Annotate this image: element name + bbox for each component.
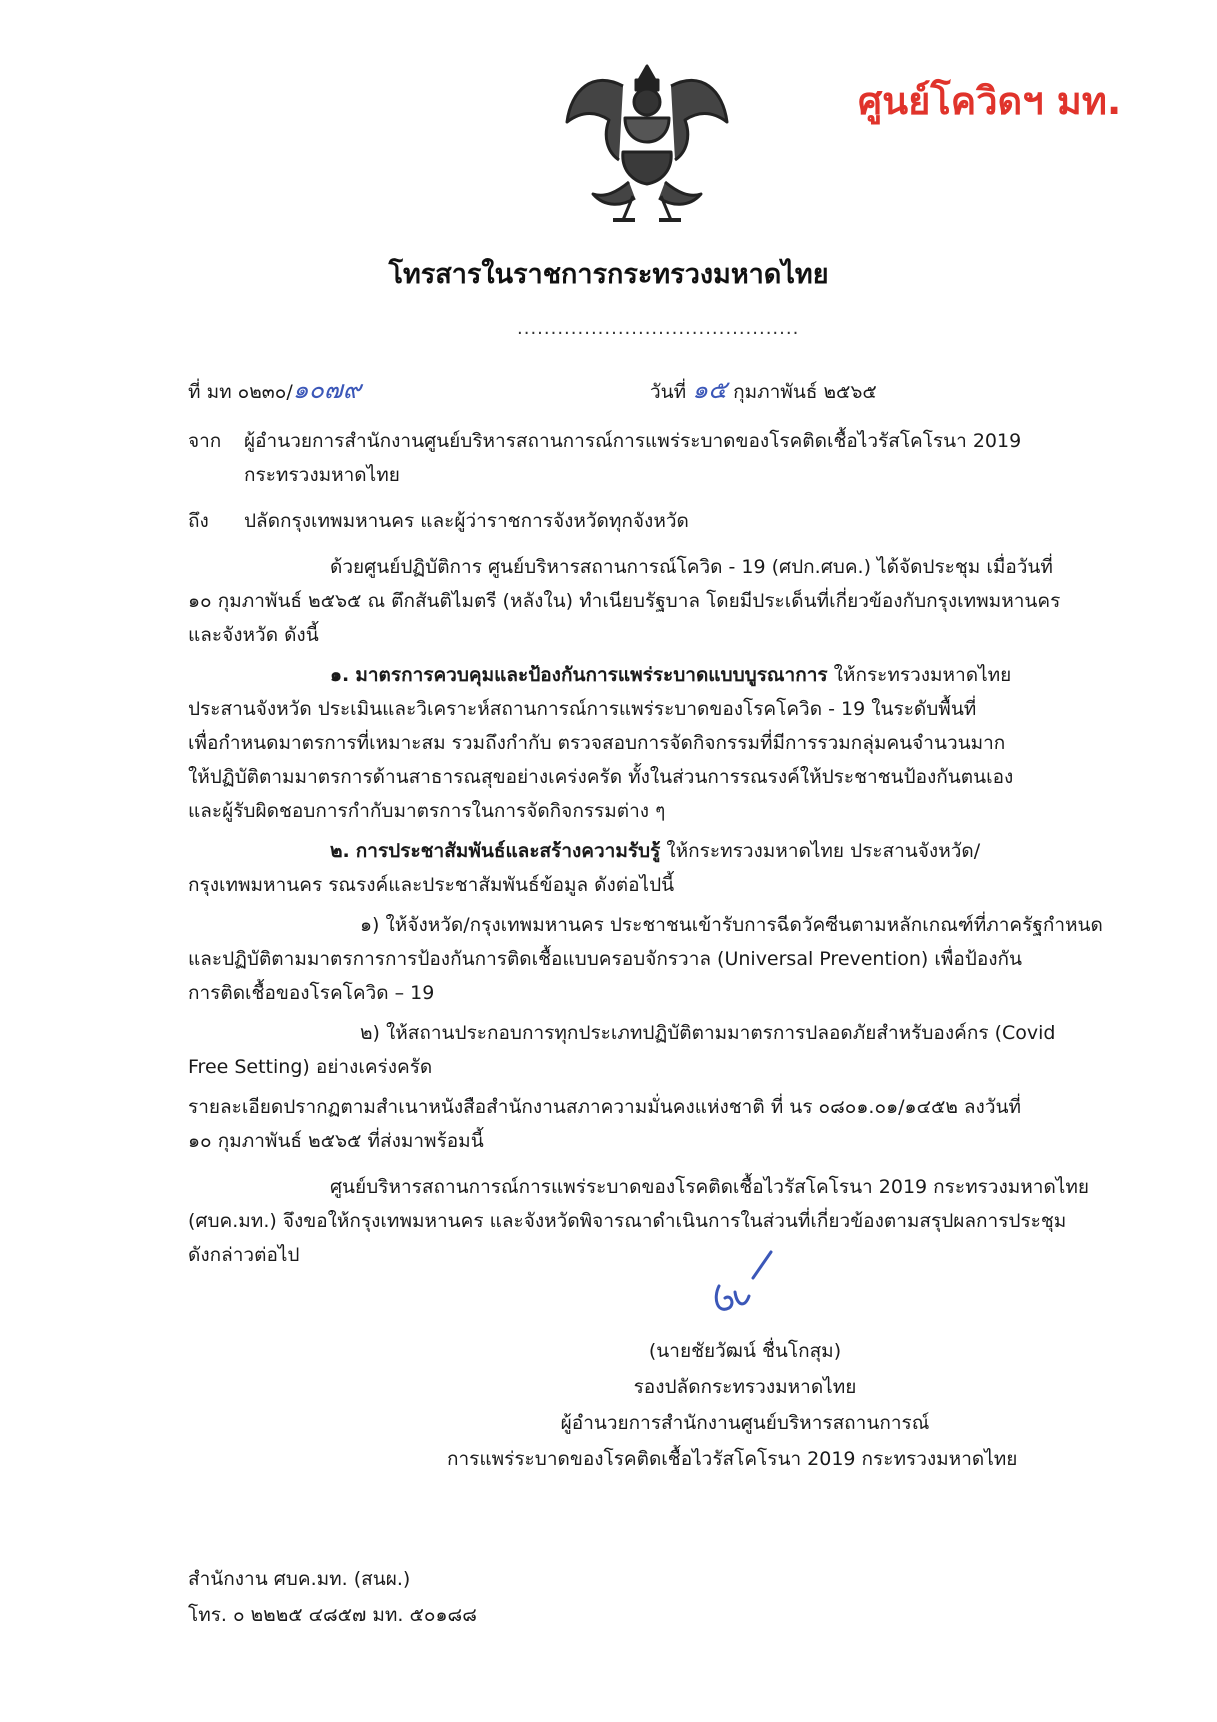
- signatory-position-2: ผู้อำนวยการสำนักงานศูนย์บริหารสถานการณ์: [560, 1412, 930, 1434]
- subpoint-2-line-1: ๒) ให้สถานประกอบการทุกประเภทปฏิบัติตามมาตรการปลอดภัยสำหรับองค์กร (Covid: [360, 1022, 1056, 1044]
- point-1-line-5: และผู้รับผิดชอบการกำกับมาตรการในการจัดกิจกรรมต่าง ๆ: [188, 800, 666, 822]
- point-1-line-2: ประสานจังหวัด ประเมินและวิเคราะห์สถานการณ์การแพร่ระบาดของโรคโควิด - 19 ในระดับพื้นที่: [188, 698, 977, 720]
- footer-office: สำนักงาน ศบค.มท. (สนผ.): [188, 1568, 411, 1590]
- dotted-line: ..........................................: [517, 318, 800, 339]
- point-1-number: ๑.: [330, 664, 350, 686]
- from-line-1: ผู้อำนวยการสำนักงานศูนย์บริหารสถานการณ์การแพร่ระบาดของโรคติดเชื้อไวรัสโคโรนา 2019: [244, 430, 1022, 452]
- to-value: ปลัดกรุงเทพมหานคร และผู้ว่าราชการจังหวัดทุกจังหวัด: [244, 510, 689, 532]
- date-day: ๑๕: [692, 375, 728, 404]
- subpoint-1-line-1: ๑) ให้จังหวัด/กรุงเทพมหานคร ประชาชนเข้ารับการฉีดวัคซีนตามหลักเกณฑ์ที่ภาครัฐกำหนด: [360, 914, 1103, 936]
- date-month-year: กุมภาพันธ์ ๒๕๖๕: [733, 381, 877, 403]
- subpoint-2-line-2: Free Setting) อย่างเคร่งครัด: [188, 1056, 433, 1078]
- reference-label: ที่ มท ๐๒๓๐/: [188, 381, 293, 403]
- point-2-heading: [330, 834, 980, 868]
- point-1-heading: [330, 658, 1011, 692]
- intro-line-1: ด้วยศูนย์ปฏิบัติการ ศูนย์บริหารสถานการณ์โควิด - 19 (ศปก.ศบค.) ได้จัดประชุม เมื่อวันที่: [330, 556, 1053, 578]
- handwritten-signature: [705, 1248, 785, 1324]
- point-2-line-2: กรุงเทพมหานคร รณรงค์และประชาสัมพันธ์ข้อมูล ดังต่อไปนี้: [188, 874, 675, 896]
- to-label: ถึง: [188, 510, 209, 532]
- detail-line-2: ๑๐ กุมภาพันธ์ ๒๕๖๕ ที่ส่งมาพร้อมนี้: [188, 1130, 484, 1152]
- document-title: โทรสารในราชการกระทรวงมหาดไทย: [388, 259, 829, 290]
- signatory-name: (นายชัยวัฒน์ ชื่นโกสุม): [648, 1340, 842, 1362]
- subpoint-1-line-3: การติดเชื้อของโรคโควิด – 19: [188, 982, 435, 1004]
- footer-phone: โทร. ๐ ๒๒๒๕ ๔๘๕๗ มท. ๕๐๑๘๘: [188, 1604, 477, 1626]
- point-2-number: ๒.: [330, 840, 350, 862]
- closing-line-3: ดังกล่าวต่อไป: [188, 1244, 300, 1266]
- point-1-rest: ให้กระทรวงมหาดไทย: [833, 664, 1012, 686]
- closing-line-1: ศูนย์บริหารสถานการณ์การแพร่ระบาดของโรคติดเชื้อไวรัสโคโรนา 2019 กระทรวงมหาดไทย: [330, 1176, 1090, 1198]
- point-1-bold-title: มาตรการควบคุมและป้องกันการแพร่ระบาดแบบบูรณาการ: [355, 664, 828, 686]
- intro-line-3: และจังหวัด ดังนี้: [188, 624, 319, 646]
- signatory-position-3: การแพร่ระบาดของโรคติดเชื้อไวรัสโคโรนา 2019 กระทรวงมหาดไทย: [447, 1448, 1018, 1470]
- point-2-rest: ให้กระทรวงมหาดไทย ประสานจังหวัด/: [666, 840, 981, 862]
- date-line: [650, 373, 877, 409]
- point-1-line-3: เพื่อกำหนดมาตรการที่เหมาะสม รวมถึงกำกับ ตรวจสอบการจัดกิจกรรมที่มีการรวมกลุ่มคนจำนวนมาก: [188, 732, 1006, 754]
- intro-line-2: ๑๐ กุมภาพันธ์ ๒๕๖๕ ณ ตึกสันติไมตรี (หลังใน) ทำเนียบรัฐบาล โดยมีประเด็นที่เกี่ยวข้องกับกรุงเทพมหานคร: [188, 590, 1061, 612]
- detail-line-1: รายละเอียดปรากฏตามสำเนาหนังสือสำนักงานสภาความมั่นคงแห่งชาติ ที่ นร ๐๘๐๑.๐๑/๑๔๕๒ ลงวันที่: [188, 1096, 1022, 1118]
- signatory-position-1: รองปลัดกระทรวงมหาดไทย: [633, 1376, 857, 1398]
- from-line-2: กระทรวงมหาดไทย: [244, 464, 400, 486]
- date-label: วันที่: [650, 381, 687, 403]
- reference-number: ๑๐๗๙: [292, 375, 362, 404]
- point-1-line-4: ให้ปฏิบัติตามมาตรการด้านสาธารณสุขอย่างเคร่งครัด ทั้งในส่วนการรณรงค์ให้ประชาชนป้องกันตนเอง: [188, 766, 1014, 788]
- garuda-emblem-icon: [563, 60, 731, 230]
- reference-line: [188, 373, 361, 409]
- closing-line-2: (ศบค.มท.) จึงขอให้กรุงเทพมหานคร และจังหวัดพิจารณาดำเนินการในส่วนที่เกี่ยวข้องตามสรุปผลการประชุม: [188, 1210, 1067, 1232]
- point-2-bold-title: การประชาสัมพันธ์และสร้างความรับรู้: [355, 840, 661, 862]
- subpoint-1-line-2: และปฏิบัติตามมาตรการการป้องกันการติดเชื้อแบบครอบจักรวาล (Universal Prevention) เพื่อป้องกัน: [188, 948, 1022, 970]
- from-label: จาก: [188, 430, 222, 452]
- covid-center-stamp: ศูนย์โควิดฯ มท.: [858, 79, 1122, 123]
